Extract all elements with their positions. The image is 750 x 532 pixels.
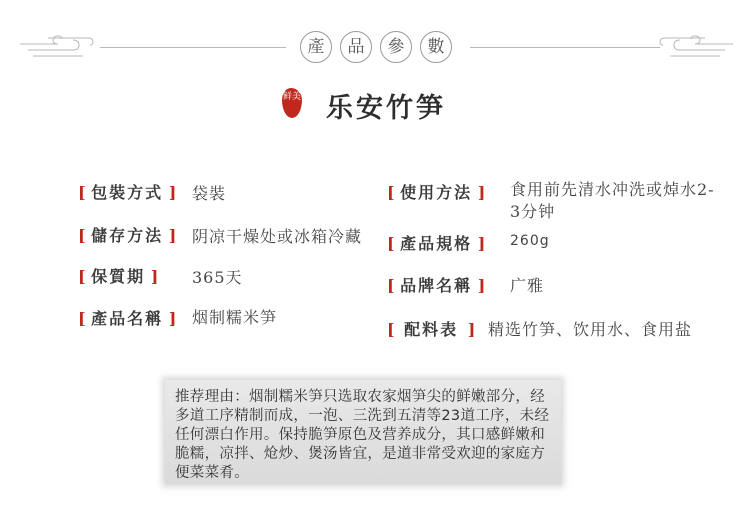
header-line-left — [100, 47, 286, 48]
spec-value-packaging: 袋裝 — [192, 184, 227, 203]
cloud-swirl-left-icon — [18, 30, 108, 60]
bracket-open: [ — [78, 226, 92, 245]
bracket-open: [ — [387, 320, 401, 339]
spec-label-storage: [ 儲存方法 ] — [78, 226, 177, 245]
bracket-open: [ — [387, 183, 401, 202]
bracket-close: ] — [163, 183, 177, 202]
spec-value-shelf-life: 365天 — [192, 268, 243, 287]
cloud-swirl-right-icon — [645, 30, 735, 60]
header-char-4: 數 — [420, 31, 452, 63]
spec-value-ingredients: 精选竹笋、饮用水、食用盐 — [488, 320, 693, 339]
product-title: 乐安竹笋 — [326, 93, 446, 124]
header-char-1: 產 — [300, 31, 332, 63]
header-line-right — [470, 47, 660, 48]
bracket-close: ] — [163, 309, 177, 328]
spec-label-spec: [ 產品規格 ] — [387, 234, 486, 253]
spec-label-product-name: [ 產品名稱 ] — [78, 309, 177, 328]
header-char-2: 品 — [340, 31, 372, 63]
header-char-3: 參 — [380, 31, 412, 63]
recommendation-box — [165, 380, 561, 484]
bracket-open: [ — [78, 267, 92, 286]
bracket-open: [ — [387, 276, 401, 295]
spec-value-brand: 广雅 — [510, 276, 545, 295]
bracket-open: [ — [78, 309, 92, 328]
spec-value-product-name: 烟制糯米笋 — [192, 308, 278, 327]
bracket-open: [ — [387, 234, 401, 253]
seal-stamp: 鲜美 — [282, 88, 302, 118]
spec-label-packaging: [ 包裝方式 ] — [78, 183, 177, 202]
bracket-open: [ — [78, 183, 92, 202]
spec-value-spec: 260g — [510, 233, 550, 249]
bracket-close: ] — [472, 234, 486, 253]
bracket-close: ] — [145, 267, 159, 286]
bracket-close: ] — [472, 183, 486, 202]
spec-label-shelf-life: [ 保質期 ] — [78, 267, 159, 286]
spec-label-ingredients: [ 配料表 ] — [387, 320, 476, 339]
spec-value-usage: 食用前先清水冲洗或焯水2-3分钟 — [510, 180, 715, 221]
bracket-close: ] — [472, 276, 486, 295]
spec-label-usage: [ 使用方法 ] — [387, 183, 486, 202]
spec-value-storage: 阴凉干燥处或冰箱冷藏 — [192, 227, 363, 246]
spec-label-brand: [ 品牌名稱 ] — [387, 276, 486, 295]
bracket-close: ] — [163, 226, 177, 245]
recommendation-text: 推荐理由：烟制糯米笋只选取农家烟笋尖的鲜嫩部分，经多道工序精制而成，一泡、三洗到五清等23道工序，未经任何漂白作用。保持脆笋原色及营养成分，其口感鲜嫩和脆糯，凉拌、炝炒、煲汤皆宜，是道非常受欢迎的家庭方便菜菜肴。 — [175, 389, 550, 481]
bracket-close: ] — [462, 320, 476, 339]
